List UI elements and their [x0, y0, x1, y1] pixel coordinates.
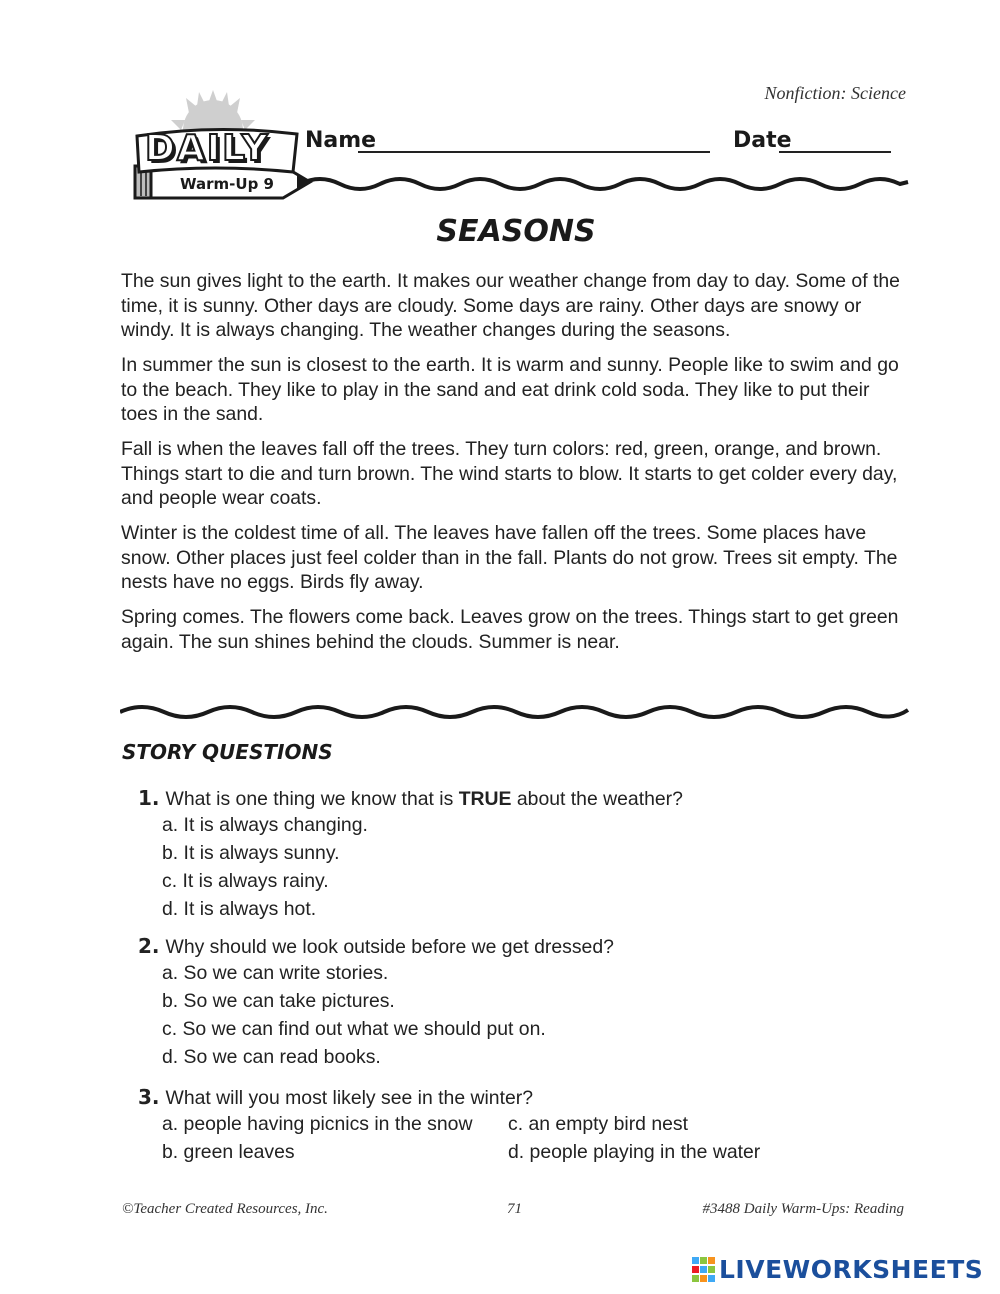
watermark-text: LIVEWORKSHEETS — [719, 1255, 984, 1284]
paragraph-1: The sun gives light to the earth. It makes our weather change from day to day. Some of the time, it is sunny. Other days are cloudy. Some days are rainy. Other days are snowy or windy. It is always changing. The weather changes during the seasons. — [121, 270, 900, 341]
paragraph-3: Fall is when the leaves fall off the trees. They turn colors: red, green, orange, and brown. Things start to die and turn brown. The wind starts to blow. It starts to get colder every day, and people wear coats. — [121, 438, 898, 509]
answer-option[interactable]: b. It is always sunny. — [162, 842, 340, 864]
answer-option[interactable]: d. people playing in the water — [508, 1141, 761, 1163]
answer-option[interactable]: b. green leaves — [162, 1141, 295, 1163]
answer-option[interactable]: d. It is always hot. — [162, 898, 317, 920]
answer-option[interactable]: b. So we can take pictures. — [162, 990, 395, 1012]
question-number: 1. — [138, 786, 160, 810]
answer-option[interactable]: a. people having picnics in the snow — [162, 1113, 473, 1135]
question-1 — [138, 786, 683, 811]
questions-heading: STORY QUESTIONS — [122, 740, 333, 764]
footer-copyright: ©Teacher Created Resources, Inc. — [122, 1201, 328, 1217]
question-emphasis: TRUE — [458, 788, 512, 810]
question-number: 2. — [138, 934, 160, 958]
page-title: SEASONS — [436, 214, 596, 249]
answer-option[interactable]: a. It is always changing. — [162, 814, 368, 836]
answer-option[interactable]: c. an empty bird nest — [508, 1113, 688, 1135]
answer-option[interactable]: a. So we can write stories. — [162, 962, 389, 984]
answer-option[interactable]: c. It is always rainy. — [162, 870, 329, 892]
question-3 — [138, 1085, 533, 1110]
question-text: Why should we look outside before we get dressed? — [165, 936, 614, 958]
top-wave-divider — [300, 172, 910, 194]
answer-option[interactable]: d. So we can read books. — [162, 1046, 381, 1068]
paragraph-5: Spring comes. The flowers come back. Leaves grow on the trees. Things start to get green again. The sun shines behind the clouds. Summer is near. — [121, 606, 899, 653]
question-2 — [138, 934, 614, 959]
middle-wave-divider — [120, 700, 910, 726]
date-label: Date — [733, 128, 792, 153]
footer-book-title: #3488 Daily Warm-Ups: Reading — [702, 1201, 904, 1217]
question-text-end: about the weather? — [511, 788, 683, 810]
logo-subtitle: Warm-Up 9 — [180, 175, 274, 193]
liveworksheets-blocks-icon — [692, 1257, 716, 1283]
date-field[interactable] — [779, 151, 891, 153]
paragraph-2: In summer the sun is closest to the earth. It is warm and sunny. People like to swim and go to the beach. They like to play in the sand and eat drink cold soda. They like to put their toes in the sand. — [121, 354, 899, 425]
answer-option[interactable]: c. So we can find out what we should put on. — [162, 1018, 546, 1040]
question-text: What is one thing we know that is — [165, 788, 459, 810]
name-label: Name — [305, 128, 377, 153]
name-field[interactable] — [358, 151, 710, 153]
logo-word: DAILY — [145, 128, 270, 169]
category-label: Nonfiction: Science — [764, 83, 906, 103]
paragraph-4: Winter is the coldest time of all. The leaves have fallen off the trees. Some places have snow. Other places just feel colder than in the fall. Plants do not grow. Trees sit empty. The nests have no eggs. Birds fly away. — [121, 522, 898, 593]
footer-page-number: 71 — [507, 1201, 522, 1217]
question-text: What will you most likely see in the winter? — [165, 1087, 534, 1109]
question-number: 3. — [138, 1085, 160, 1109]
